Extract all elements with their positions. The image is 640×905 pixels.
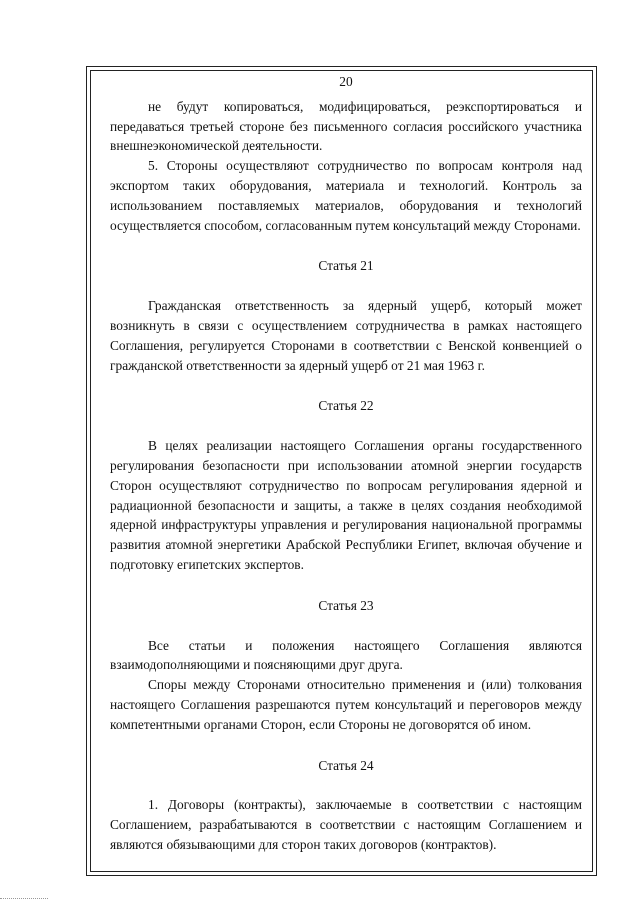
scan-edge-mark [0, 898, 48, 900]
document-body [110, 72, 582, 855]
article-21-heading: Статья 21 [318, 258, 374, 274]
article-21-paragraph: Гражданская ответственность за ядерный ущерб, который может возникнуть в связи с осуществлением сотрудничества в рамках настоящего Соглашения, регулируется Сторонами в соответствии с Венской конвенцией о гражданской ответственности за ядерный ущерб от 21 мая 1963 г. [110, 298, 582, 373]
article-23-paragraph-1: Все статьи и положения настоящего Соглашения являются взаимодополняющими и поясняющими друг друга. [110, 637, 582, 673]
article-23-paragraph-2: Споры между Сторонами относительно применения и (или) толкования настоящего Соглашения разрешаются путем консультаций и переговоров между компетентными органами Сторон, если Стороны не договорятся об ином. [110, 677, 582, 732]
paragraph-item-5: 5. Стороны осуществляют сотрудничество по вопросам контроля над экспортом таких оборудования, материала и технологий. Контроль за использованием поставляемых материалов, оборудования и технологий осуществляется способом, согласованным путем консультаций между Сторонами. [110, 158, 582, 233]
article-23-heading: Статья 23 [318, 597, 374, 613]
article-24-paragraph: 1. Договоры (контракты), заключаемые в соответствии с настоящим Соглашением, разрабатываются в соответствии с настоящим Соглашением и являются обязывающими для сторон таких договоров (контрактов). [110, 797, 582, 852]
article-22-heading: Статья 22 [318, 398, 374, 414]
page-number: 20 [339, 74, 353, 89]
article-22-paragraph: В целях реализации настоящего Соглашения органы государственного регулирования безопасности при использовании атомной энергии государств Сторон осуществляют сотрудничество по вопросам регулирования ядерной и радиационной безопасности и защиты, а также в целях создания необходимой ядерной инфраструктуры управления и регулирования национальной программы развития атомной энергетики Арабской Республики Египет, включая обучение и подготовку египетских экспертов. [110, 438, 582, 572]
paragraph-continuation: не будут копироваться, модифицироваться, реэкспортироваться и передаваться третьей стороне без письменного согласия российского участника внешнеэкономической деятельности. [110, 98, 582, 154]
article-24-heading: Статья 24 [318, 757, 374, 773]
